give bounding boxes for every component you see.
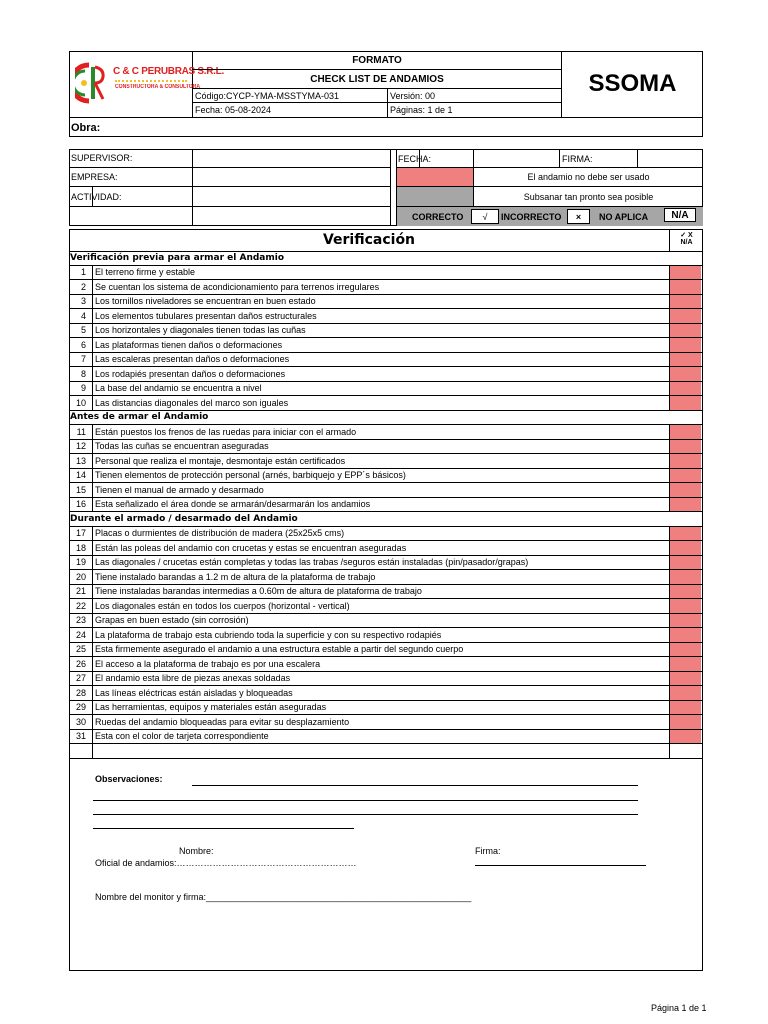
checklist-row [69,715,702,730]
item-check-cell[interactable] [669,541,701,555]
firma-footer-label: Firma: [475,846,501,856]
item-text: Las herramientas, equipos y materiales están aseguradas [95,702,327,713]
checklist-row [69,469,702,484]
checklist-row [69,570,702,585]
section-title: Verificación previa para armar el Andamio [69,251,702,266]
fecha-doc-field: Fecha: 05-08-2024 [193,103,388,117]
item-check-cell[interactable] [669,440,701,454]
item-check-cell[interactable] [669,730,701,744]
item-text: Los diagonales están en todos los cuerpos (horizontal - vertical) [95,600,350,611]
legend-red-text: El andamio no debe ser usado [474,168,703,187]
item-check-cell[interactable] [669,483,701,497]
section-title: Antes de armar el Andamio [69,411,702,426]
checklist-row [69,440,702,455]
blank-row [69,744,702,759]
item-number: 9 [69,382,93,396]
item-number: 1 [69,266,93,280]
item-text: La plataforma de trabajo esta cubriendo toda la superficie y con su respectivo rodapiés [95,629,442,640]
oficial-andamios-field[interactable]: Oficial de andamios:…………………………………………………… [95,858,357,868]
fecha-divider [419,149,420,168]
nombre-label: Nombre: [179,846,214,856]
item-text: Las plataformas tienen daños o deformaciones [95,339,283,350]
legend-red-swatch [396,168,474,187]
item-check-cell[interactable] [669,324,701,338]
item-number: 18 [69,541,93,555]
item-number: 2 [69,280,93,294]
item-check-cell[interactable] [669,701,701,715]
checklist-row [69,382,702,397]
checklist-row [69,657,702,672]
item-check-cell[interactable] [669,556,701,570]
checklist-row [69,367,702,382]
empresa-label: EMPRESA: [69,168,193,187]
fecha-input[interactable] [474,149,560,168]
checklist-row [69,527,702,542]
checklist-row [69,266,702,281]
item-check-cell[interactable] [669,367,701,381]
checklist-row [69,541,702,556]
legend-grey-text: Subsanar tan pronto sea posible [474,187,703,207]
item-text: Tienen el manual de armado y desarmado [95,484,264,495]
checklist-row [69,701,702,716]
item-number: 11 [69,425,93,439]
item-number: 5 [69,324,93,338]
item-text: Las líneas eléctricas están aisladas y bloqueadas [95,687,293,698]
no-aplica-label: NO APLICA [599,211,649,222]
checklist-row [69,483,702,498]
item-check-cell[interactable] [669,382,701,396]
checklist-row [69,672,702,687]
formato-label: FORMATO [193,51,561,70]
supervisor-input[interactable] [193,149,391,168]
logo-tagline: CONSTRUCTORA & CONSULTORA [115,84,201,90]
firma-label: FIRMA: [560,149,638,168]
item-number: 3 [69,295,93,309]
item-check-cell[interactable] [669,672,701,686]
checklist-row [69,643,702,658]
obs-line-4[interactable] [93,828,354,829]
item-text: Los horizontales y diagonales tienen todas las cuñas [95,325,306,336]
item-text: Ruedas del andamio bloqueadas para evitar su desplazamiento [95,716,350,727]
legend-grey-swatch [396,187,474,207]
item-number: 12 [69,440,93,454]
item-text: Están las poleas del andamio con crucetas y estas se encuentran aseguradas [95,542,407,553]
checklist-row [69,280,702,295]
checklist-row [69,599,702,614]
item-check-cell[interactable] [669,715,701,729]
actividad-divider [92,187,93,207]
item-text: Los elementos tubulares presentan daños estructurales [95,310,317,321]
observaciones-label: Observaciones: [95,774,163,784]
checklist-heading: Verificación [322,232,416,248]
actividad-input[interactable] [193,187,391,207]
checklist-row [69,324,702,339]
logo-area [69,51,224,117]
item-check-cell[interactable] [669,396,701,410]
section-title: Durante el armado / desarmado del Andamio [69,512,702,527]
item-check-cell[interactable] [669,585,701,599]
firma-footer-line[interactable] [475,865,646,866]
item-text: Esta con el color de tarjeta correspondiente [95,731,269,742]
item-number: 16 [69,498,93,512]
item-check-cell[interactable] [669,643,701,657]
checklist-row [69,309,702,324]
checklist-row [69,585,702,600]
obs-line-2[interactable] [93,800,638,801]
item-text: Tienen elementos de protección personal (arnés, barbiquejo y EPP´s básicos) [95,470,406,481]
item-text: Las diagonales / crucetas están completas y todas las trabas /seguros están instaladas (pin/pasador/grapas) [95,557,529,568]
checklist-row [69,628,702,643]
info-blank-cell [69,207,193,226]
na-mark: N/A [664,208,696,222]
checklist-row [69,454,702,469]
item-check-cell[interactable] [669,295,701,309]
item-number: 17 [69,527,93,541]
checklist-row [69,556,702,571]
item-number: 10 [69,396,93,410]
marks-line-1: ✓ X [680,232,693,239]
item-check-cell[interactable] [669,686,701,700]
version-field: Versión: 00 [388,89,561,103]
item-number: 28 [69,686,93,700]
item-check-cell[interactable] [669,454,701,468]
item-number: 15 [69,483,93,497]
item-text: Grapas en buen estado (sin corrosión) [95,615,249,626]
item-number: 22 [69,599,93,613]
item-number: 30 [69,715,93,729]
item-check-cell[interactable] [669,469,701,483]
item-text: Las distancias diagonales del marco son iguales [95,397,289,408]
obs-line-3[interactable] [93,814,638,815]
item-check-cell[interactable] [669,498,701,512]
marks-line-2: N/A [680,239,693,246]
item-text: El terreno firme y estable [95,267,196,278]
item-text: Los rodapiés presentan daños o deformaciones [95,368,286,379]
blank-number-cell [69,744,93,758]
item-check-cell[interactable] [669,309,701,323]
extra-input[interactable] [193,207,391,226]
logo-dots [115,80,187,82]
item-number: 20 [69,570,93,584]
form-title: CHECK LIST DE ANDAMIOS [193,70,561,89]
company-logo-icon [75,61,105,105]
obs-line-1[interactable] [192,785,638,786]
item-number: 6 [69,338,93,352]
item-number: 23 [69,614,93,628]
incorrecto-mark: × [567,209,590,224]
item-text: Se cuentan los sistema de acondicionamiento para terrenos irregulares [95,281,380,292]
item-number: 8 [69,367,93,381]
item-check-cell[interactable] [669,527,701,541]
logo-company-name: C & C PERUBRAS S.R.L. [113,66,224,77]
item-number: 19 [69,556,93,570]
checklist-row [69,498,702,513]
item-check-cell[interactable] [669,570,701,584]
item-check-cell[interactable] [669,353,701,367]
item-text: La base del andamio se encuentra a nivel [95,383,262,394]
item-check-cell[interactable] [669,280,701,294]
item-check-cell[interactable] [669,599,701,613]
firma-input[interactable] [638,149,703,168]
item-number: 14 [69,469,93,483]
marks-column-header [669,229,703,251]
ssoma-title: SSOMA [561,51,703,117]
supervisor-label: SUPERVISOR: [69,149,193,168]
checklist-row [69,614,702,629]
item-check-cell[interactable] [669,614,701,628]
item-number: 27 [69,672,93,686]
item-check-cell[interactable] [669,425,701,439]
checklist-row [69,338,702,353]
actividad-label: ACTIVIDAD: [69,187,193,207]
item-text: Están puestos los frenos de las ruedas para iniciar con el armado [95,426,357,437]
page-number: Página 1 de 1 [651,1003,707,1013]
fecha-label: FECHA: [396,149,474,168]
item-text: Personal que realiza el montaje, desmontaje están certificados [95,455,346,466]
incorrecto-label: INCORRECTO [501,211,562,222]
item-text: Las escaleras presentan daños o deformaciones [95,354,290,365]
item-number: 26 [69,657,93,671]
item-check-cell[interactable] [669,338,701,352]
paginas-field: Páginas: 1 de 1 [390,105,453,115]
obra-label: Obra: [69,117,703,137]
empresa-input[interactable] [193,168,391,187]
item-text: Tiene instalado barandas a 1.2 m de altura de la plataforma de trabajo [95,571,376,582]
item-number: 24 [69,628,93,642]
monitor-field[interactable]: Nombre del monitor y firma:_____________________________________________________ [95,892,472,902]
item-text: Tiene instaladas barandas intermedias a 0.60m de altura de plataforma de trabajo [95,586,422,597]
item-check-cell[interactable] [669,628,701,642]
item-text: Todas las cuñas se encuentran aseguradas [95,441,269,452]
codigo-field: Código:CYCP-YMA-MSSTYMA-031 [193,89,388,103]
item-text: Los tornillos niveladores se encuentran en buen estado [95,296,316,307]
item-number: 21 [69,585,93,599]
item-text: Placas o durmientes de distribución de madera (25x25x5 cms) [95,528,345,539]
item-number: 4 [69,309,93,323]
checklist-row [69,396,702,411]
item-number: 7 [69,353,93,367]
item-text: Esta firmemente asegurado el andamio a una estructura estable a partir del segundo cuerpo [95,644,464,655]
correcto-label: CORRECTO [412,211,464,222]
checklist-row [69,295,702,310]
correcto-mark: √ [471,209,499,224]
item-text: Esta señalizado el área donde se armarán/desarmarán los andamios [95,499,371,510]
item-check-cell[interactable] [669,657,701,671]
item-check-cell[interactable] [669,266,701,280]
blank-check-cell[interactable] [669,744,701,758]
item-text: El andamio esta libre de piezas anexas soldadas [95,673,291,684]
item-text: El acceso a la plataforma de trabajo es por una escalera [95,658,321,669]
checklist-row [69,425,702,440]
checklist-row [69,686,702,701]
item-number: 29 [69,701,93,715]
checklist-row [69,353,702,368]
item-number: 25 [69,643,93,657]
item-number: 31 [69,730,93,744]
checklist-row [69,730,702,745]
item-number: 13 [69,454,93,468]
